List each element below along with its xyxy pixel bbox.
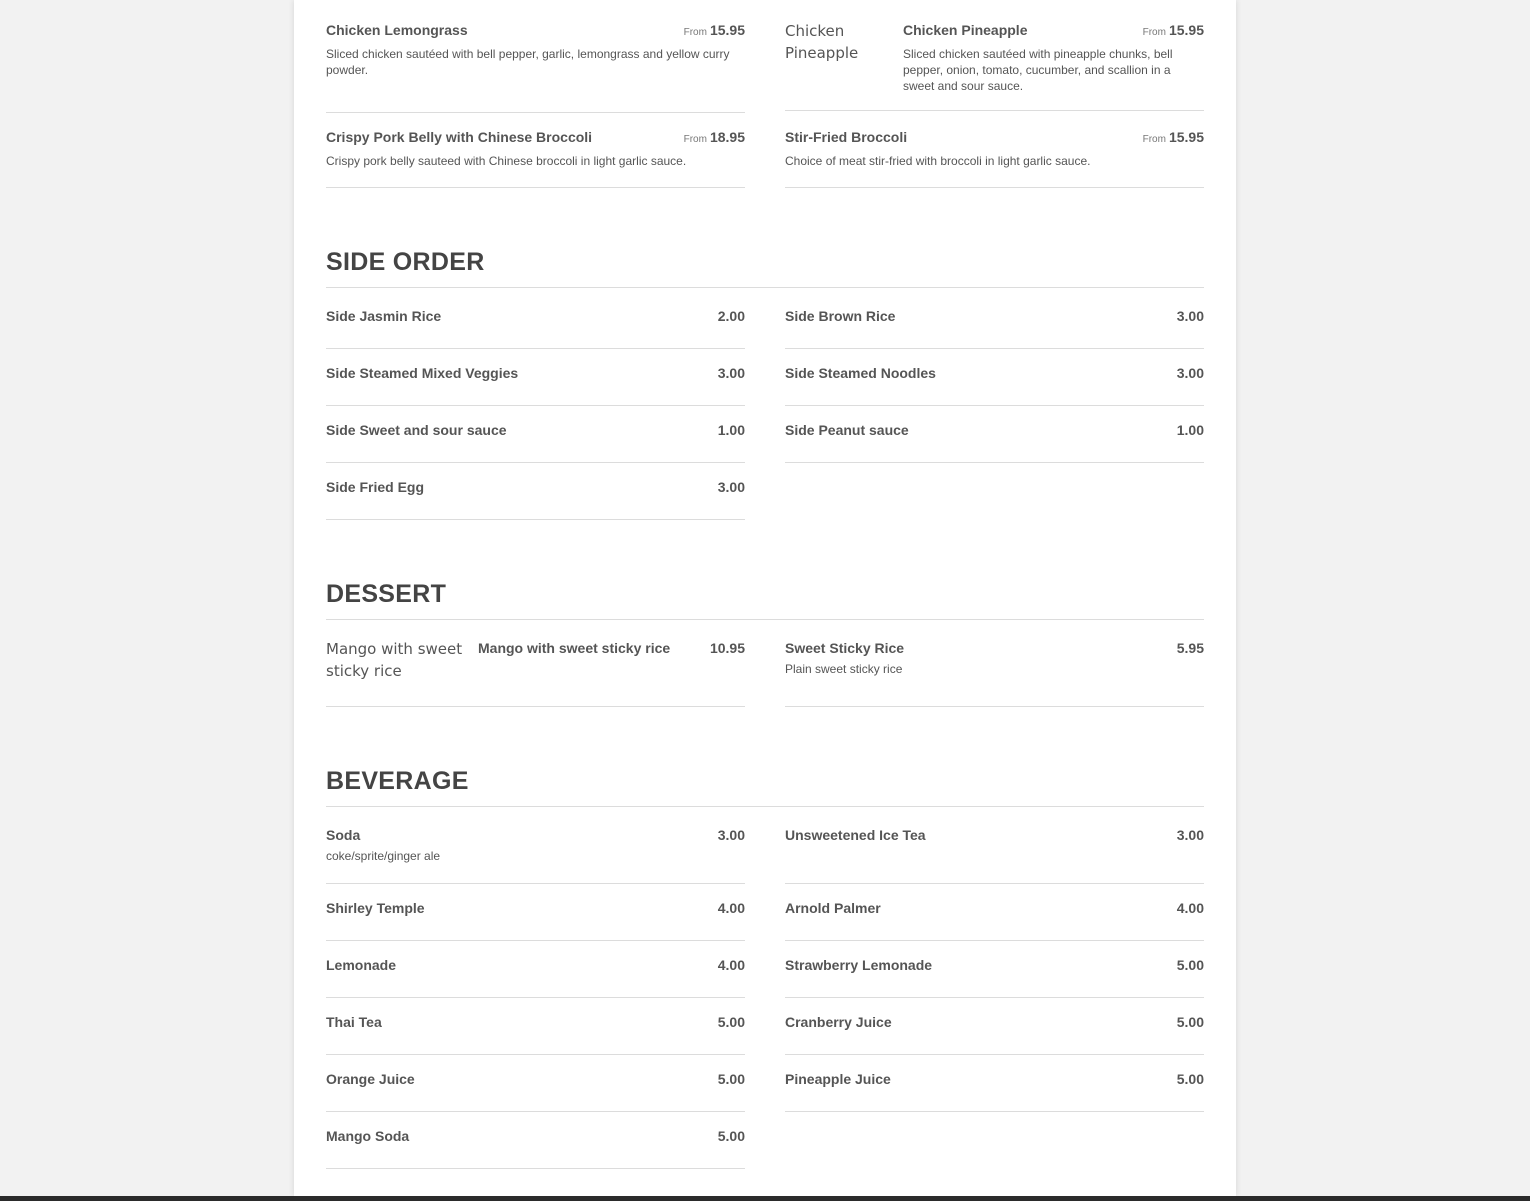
item-price <box>1143 129 1204 145</box>
menu-item-unsweetened-ice-tea[interactable] <box>785 827 1204 884</box>
menu-item-sweet-sticky-rice[interactable] <box>785 638 1204 707</box>
menu-row <box>326 422 1204 463</box>
menu-item-side-fried-egg[interactable] <box>326 479 745 520</box>
menu-row <box>326 308 1204 349</box>
menu-item-shirley-temple[interactable] <box>326 900 745 941</box>
item-name: Side Brown Rice <box>785 308 896 324</box>
price-value: 18.95 <box>709 129 745 145</box>
empty-cell <box>785 479 1204 520</box>
price-value: 15.95 <box>709 22 745 38</box>
section-title-beverage: BEVERAGE <box>326 767 1204 807</box>
item-description: coke/sprite/ginger ale <box>326 849 441 863</box>
item-image[interactable]: Chicken Pineapple <box>785 22 859 62</box>
menu-row <box>326 479 1204 520</box>
menu-row <box>326 1071 1204 1112</box>
menu-item-side-brown-rice[interactable] <box>785 308 1204 349</box>
menu-item-orange-juice[interactable] <box>326 1071 745 1112</box>
item-price: 5.00 <box>717 1014 745 1030</box>
menu-row <box>326 827 1204 884</box>
item-price: 1.00 <box>717 422 745 438</box>
menu-row <box>326 1128 1204 1169</box>
menu-card <box>294 0 1236 1196</box>
menu-item-side-steamed-mixed-veggies[interactable] <box>326 365 745 406</box>
price-from-label: From <box>683 134 707 145</box>
item-name: Unsweetened Ice Tea <box>785 827 926 843</box>
item-price <box>1143 22 1204 38</box>
menu-row <box>326 638 1204 707</box>
item-description: Choice of meat stir-fried with broccoli in light garlic sauce. <box>785 154 1091 168</box>
section-title-dessert: DESSERT <box>326 580 1204 620</box>
item-price: 2.00 <box>717 308 745 324</box>
item-name: Mango with sweet sticky rice <box>478 640 671 656</box>
item-name: Thai Tea <box>326 1014 382 1030</box>
item-price: 5.00 <box>717 1128 745 1144</box>
menu-item-side-peanut-sauce[interactable] <box>785 422 1204 463</box>
item-image[interactable]: Mango with sweet sticky rice <box>326 640 463 680</box>
menu-row <box>326 1014 1204 1055</box>
item-price: 10.95 <box>709 640 745 656</box>
item-name: Side Jasmin Rice <box>326 308 442 324</box>
item-price <box>684 129 745 145</box>
item-name: Arnold Palmer <box>785 900 881 916</box>
item-price: 5.00 <box>1176 957 1204 973</box>
item-name: Side Steamed Mixed Veggies <box>326 365 519 381</box>
item-price: 4.00 <box>717 900 745 916</box>
menu-item-thai-tea[interactable] <box>326 1014 745 1055</box>
item-price: 3.00 <box>717 827 745 843</box>
menu-item-chicken-pineapple[interactable] <box>785 20 1204 111</box>
menu-item-soda[interactable] <box>326 827 745 884</box>
item-price: 5.95 <box>1176 640 1204 656</box>
price-from-label: From <box>1142 27 1166 38</box>
bottom-bar <box>0 1196 1530 1201</box>
menu-item-stir-fried-broccoli[interactable] <box>785 129 1204 188</box>
item-name: Strawberry Lemonade <box>785 957 933 973</box>
price-from-label: From <box>683 27 707 38</box>
menu-row <box>326 129 1204 188</box>
section-title-side-order: SIDE ORDER <box>326 248 1204 288</box>
menu-item-side-sweet-and-sour-sauce[interactable] <box>326 422 745 463</box>
item-price: 3.00 <box>1176 365 1204 381</box>
item-price: 4.00 <box>717 957 745 973</box>
item-name: Pineapple Juice <box>785 1071 891 1087</box>
item-description: Crispy pork belly sauteed with Chinese broccoli in light garlic sauce. <box>326 154 687 168</box>
item-name: Chicken Pineapple <box>903 22 1028 38</box>
item-price <box>684 22 745 38</box>
item-description: Sliced chicken sautéed with pineapple chunks, bell pepper, onion, tomato, cucumber, and scallion in a sweet and sour sauce. <box>903 47 1173 93</box>
item-name: Cranberry Juice <box>785 1014 892 1030</box>
menu-item-mango-soda[interactable] <box>326 1128 745 1169</box>
item-name: Side Sweet and sour sauce <box>326 422 507 438</box>
menu-item-cranberry-juice[interactable] <box>785 1014 1204 1055</box>
empty-cell <box>785 1128 1204 1169</box>
item-name: Sweet Sticky Rice <box>785 640 905 656</box>
menu-item-lemonade[interactable] <box>326 957 745 998</box>
item-name: Side Steamed Noodles <box>785 365 936 381</box>
item-price: 1.00 <box>1176 422 1204 438</box>
item-name: Soda <box>326 827 361 843</box>
item-name: Lemonade <box>326 957 397 973</box>
item-name: Orange Juice <box>326 1071 415 1087</box>
item-name: Side Peanut sauce <box>785 422 909 438</box>
item-name: Chicken Lemongrass <box>326 22 468 38</box>
menu-row <box>326 365 1204 406</box>
price-value: 15.95 <box>1168 22 1204 38</box>
item-price: 3.00 <box>717 479 745 495</box>
menu-item-arnold-palmer[interactable] <box>785 900 1204 941</box>
menu-item-mango-sticky-rice[interactable] <box>326 638 745 707</box>
item-description: Plain sweet sticky rice <box>785 662 903 676</box>
price-value: 15.95 <box>1168 129 1204 145</box>
menu-item-strawberry-lemonade[interactable] <box>785 957 1204 998</box>
item-price: 5.00 <box>1176 1014 1204 1030</box>
menu-row <box>326 900 1204 941</box>
menu-row <box>326 957 1204 998</box>
item-price: 3.00 <box>1176 827 1204 843</box>
menu-item-side-jasmin-rice[interactable] <box>326 308 745 349</box>
item-name: Crispy Pork Belly with Chinese Broccoli <box>326 129 593 145</box>
item-price: 5.00 <box>1176 1071 1204 1087</box>
price-from-label: From <box>1142 134 1166 145</box>
item-price: 3.00 <box>1176 308 1204 324</box>
menu-row <box>326 22 1204 113</box>
item-price: 4.00 <box>1176 900 1204 916</box>
menu-item-pineapple-juice[interactable] <box>785 1071 1204 1112</box>
menu-item-crispy-pork-belly[interactable] <box>326 129 745 188</box>
item-name: Side Fried Egg <box>326 479 425 495</box>
menu-item-side-steamed-noodles[interactable] <box>785 365 1204 406</box>
item-name: Mango Soda <box>326 1128 410 1144</box>
item-description: Sliced chicken sautéed with bell pepper, garlic, lemongrass and yellow curry powder. <box>326 47 730 77</box>
item-name: Stir-Fried Broccoli <box>785 129 908 145</box>
menu-item-chicken-lemongrass[interactable] <box>326 22 745 113</box>
item-price: 5.00 <box>717 1071 745 1087</box>
item-name: Shirley Temple <box>326 900 425 916</box>
item-price: 3.00 <box>717 365 745 381</box>
